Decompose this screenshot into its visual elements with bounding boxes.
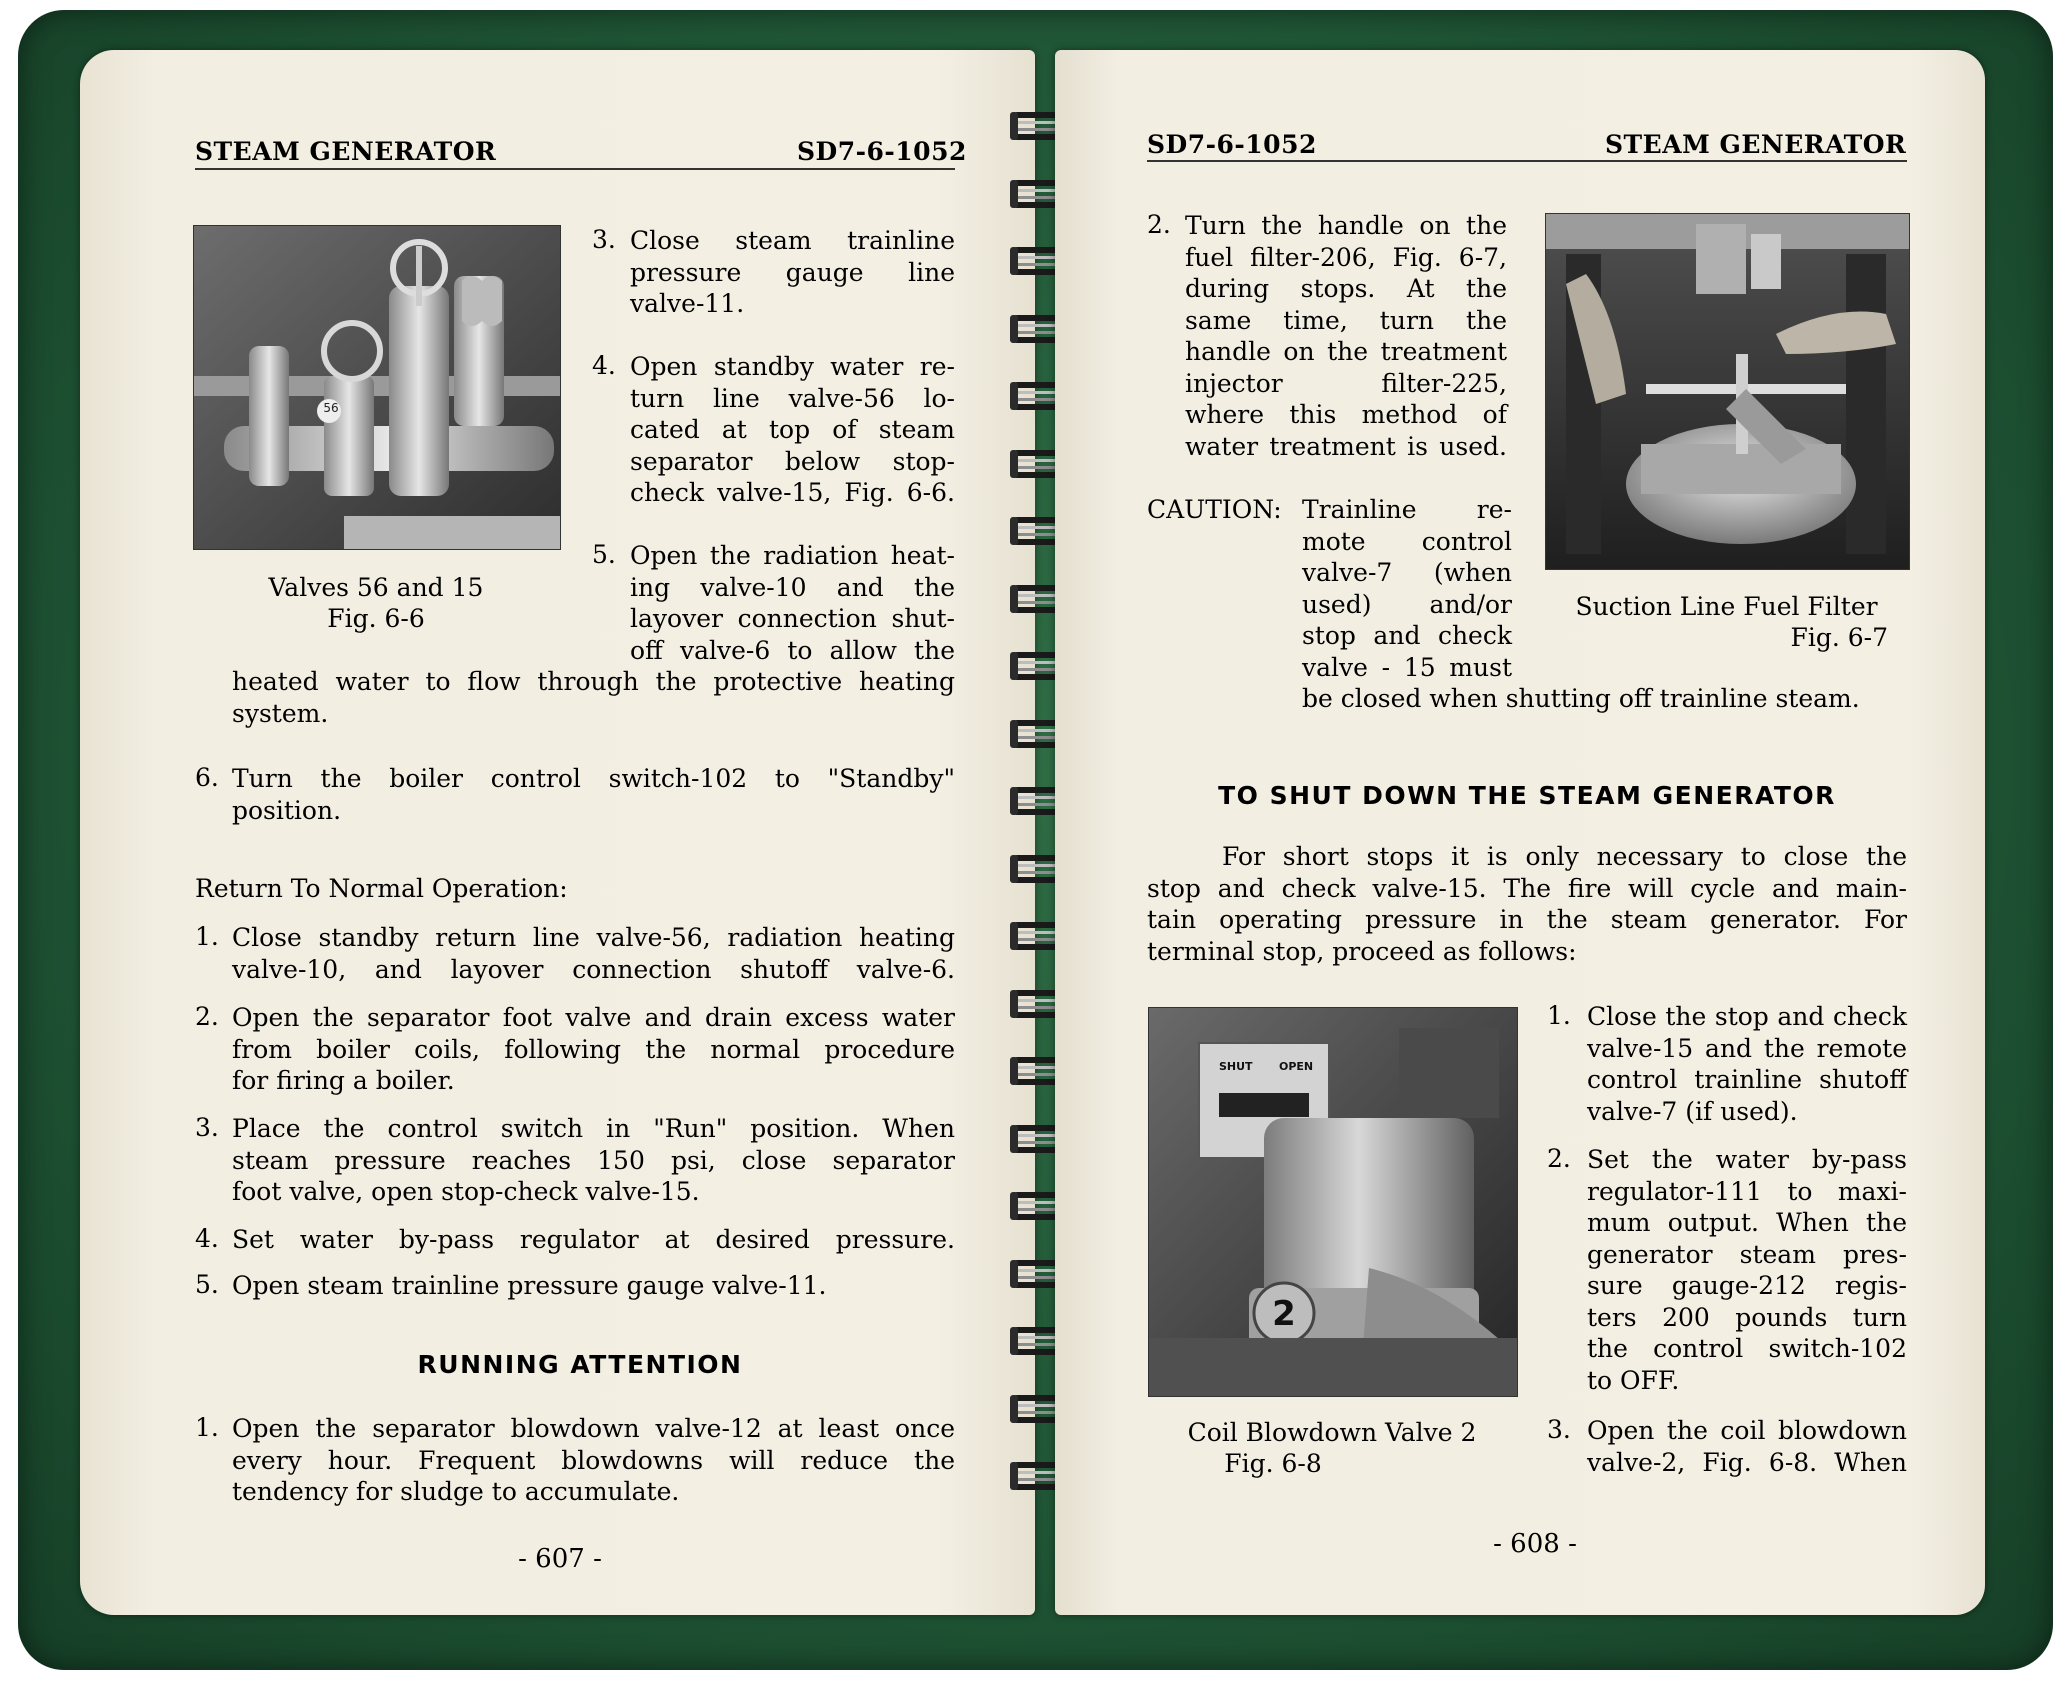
figure-6-7-caption-number: Fig. 6-7 [1790, 623, 1888, 652]
figure-6-6-caption-number: Fig. 6-6 [327, 604, 425, 633]
right-header-code: SD7-6-1052 [1147, 130, 1317, 159]
running-step-1-number: 1. [195, 1413, 219, 1442]
step-6-number: 6. [195, 763, 219, 792]
shutdown-step-2-text: Set the water by-pass regulator-111 to maxi- mum output. When the generator steam pres- sure gauge-212 regis- ters 200 pounds turn the control switch-102 to OFF. [1587, 1145, 1907, 1395]
right-header-rule [1147, 160, 1907, 162]
valve-56-tag: 56 [323, 401, 339, 415]
return-step-5-number: 5. [195, 1270, 219, 1299]
right-header-title: STEAM GENERATOR [1605, 130, 1907, 159]
shutdown-intro: For short stops it is only necessary to close the stop and check valve-15. The fire will cycle and main- tain operating pressure in the steam generator. For terminal stop, proceed as follows: [1147, 842, 1907, 966]
return-step-4-number: 4. [195, 1224, 219, 1253]
left-header-rule [195, 168, 955, 170]
fuel-filter-photo [1545, 213, 1910, 570]
shutdown-heading: TO SHUT DOWN THE STEAM GENERATOR [1218, 781, 1836, 810]
left-header-code: SD7-6-1052 [797, 137, 967, 166]
panel-shut-label: SHUT [1219, 1060, 1253, 1073]
panel-open-label: OPEN [1279, 1060, 1314, 1073]
figure-6-7-caption-title: Suction Line Fuel Filter [1575, 592, 1878, 621]
step-4-text: Open standby water re- turn line valve-56 lo- cated at top of steam separator below stop- check valve-15, Fig. 6-6. [630, 352, 955, 507]
return-step-4-text: Set water by-pass regulator at desired pressure. [232, 1225, 955, 1254]
valves-photo [193, 225, 561, 550]
running-attention-heading: RUNNING ATTENTION [417, 1350, 743, 1379]
shutdown-step-1-text: Close the stop and check valve-15 and the remote control trainline shutoff valve-7 (if used). [1587, 1002, 1907, 1126]
figure-6-8-caption-number: Fig. 6-8 [1224, 1449, 1322, 1478]
shutdown-step-1-number: 1. [1547, 1001, 1571, 1030]
return-step-1-text: Close standby return line valve-56, radiation heating valve-10, and layover connection shutoff valve-6. [232, 923, 955, 984]
return-step-1-number: 1. [195, 922, 219, 951]
shutdown-step-3-text: Open the coil blowdown valve-2, Fig. 6-8. When [1587, 1416, 1907, 1477]
step-5-text-bottom: heated water to flow through the protective heating system. [232, 667, 955, 728]
valve-2-tag: 2 [1272, 1294, 1296, 1334]
step-4-number: 4. [592, 351, 616, 380]
coil-blowdown-photo [1148, 1007, 1518, 1397]
right-page-number: - 608 - [1493, 1529, 1577, 1559]
step-6-text: Turn the boiler control switch-102 to "Standby" position. [232, 764, 955, 825]
step-3-number: 3. [592, 225, 616, 254]
return-step-2-number: 2. [195, 1002, 219, 1031]
right-step-2-number: 2. [1147, 210, 1171, 239]
step-5-number: 5. [592, 540, 616, 569]
return-step-2-text: Open the separator foot valve and drain excess water from boiler coils, following the normal procedure for firing a boiler. [232, 1003, 955, 1095]
step-3-text: Close steam trainline pressure gauge line valve-11. [630, 226, 955, 318]
caution-label: CAUTION: [1147, 495, 1282, 524]
running-step-1-text: Open the separator blowdown valve-12 at least once every hour. Frequent blowdowns will reduce the tendency for sludge to accumulate. [232, 1414, 955, 1506]
left-page-number: - 607 - [518, 1544, 602, 1574]
return-normal-heading: Return To Normal Operation: [195, 874, 568, 903]
figure-6-6-caption-title: Valves 56 and 15 [268, 573, 484, 602]
caution-text-top: Trainline re- mote control valve-7 (when used) and/or stop and check valve - 15 must [1302, 495, 1512, 682]
left-header-title: STEAM GENERATOR [195, 137, 497, 166]
return-step-3-text: Place the control switch in "Run" position. When steam pressure reaches 150 psi, close separator foot valve, open stop-check valve-15. [232, 1114, 955, 1206]
shutdown-step-3-number: 3. [1547, 1415, 1571, 1444]
return-step-5-text: Open steam trainline pressure gauge valve-11. [232, 1271, 827, 1300]
step-5-text-top: Open the radiation heat- ing valve-10 and the layover connection shut- off valve-6 to allow the [630, 541, 955, 665]
figure-6-8-caption-title: Coil Blowdown Valve 2 [1187, 1418, 1477, 1447]
shutdown-step-2-number: 2. [1547, 1144, 1571, 1173]
return-step-3-number: 3. [195, 1113, 219, 1142]
right-step-2-text: Turn the handle on the fuel filter-206, Fig. 6-7, during stops. At the same time, turn the handle on the treatment injector filter-225, where this method of water treatment is used. [1185, 211, 1507, 461]
caution-text-bottom: be closed when shutting off trainline steam. [1302, 684, 1860, 713]
